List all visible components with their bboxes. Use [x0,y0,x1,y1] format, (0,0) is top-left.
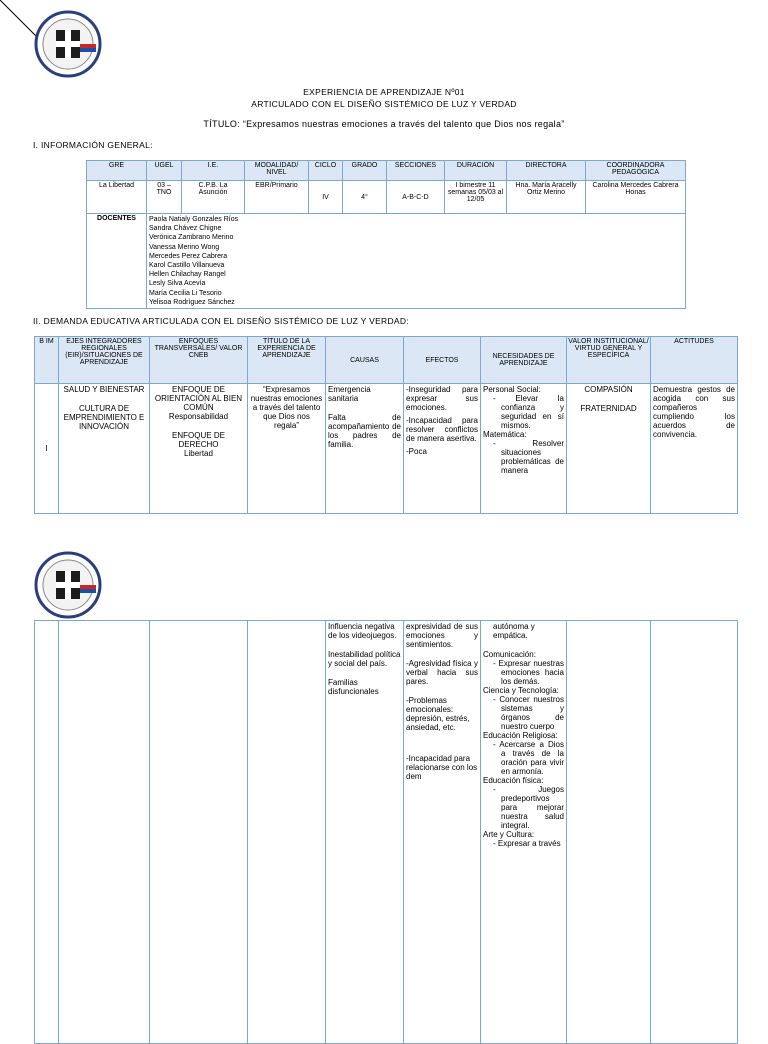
cell-modalidad: EBR/Primario [245,181,309,214]
docentes-label: DOCENTES [87,214,147,309]
cell-empty [35,621,59,1044]
col-header: NECESIDADES DE APRENDIZAJE [481,337,567,384]
cell-ciclo: IV [309,181,343,214]
docente-name: Karol Castillo Villanueva [149,262,225,270]
efecto-item: -Incapacidad para resolver conflictos de manera asertiva. [406,416,478,443]
nec-item: - Expresar a través [493,839,561,848]
doc-title: TÍTULO: “Expresamos nuestras emociones a través del talento que Dios nos regala” [203,119,565,129]
efecto-item: -Agresividad física y verbal hacia sus pares. [406,659,478,686]
col-header: EJES INTEGRADORES REGIONALES (EIR)/SITUACIONES DE APRENDIZAJE [59,337,150,384]
col-header: GRE [87,161,147,181]
cell-coordinadora: Carolina Mercedes Cabrera Honas [586,181,686,214]
cell-enfoques [150,384,248,514]
docente-name: Paola Natialy Gonzales Ríos [149,216,239,223]
cell-empty [248,621,326,1044]
efecto-item: -Inseguridad para expresar sus emociones. [406,385,478,412]
docente-name: Lesly Silva Acevía [149,280,206,288]
docente-name: Mercedes Perez Cabrera [149,252,228,260]
school-seal-logo [34,551,102,619]
causa-item: Inestabilidad política y social del país. [328,650,401,668]
nec-item-text: Resolver situaciones problemáticas de manera [501,439,564,475]
col-header: ACTITUDES [651,337,738,384]
nec-area-title: Arte y Cultura: [483,830,535,839]
docente-name: Sandra Chávez Chigne [149,225,222,233]
docente-name: Verónica Zambrano Merino [149,234,234,242]
nec-item-text: Expresar a través [497,839,561,848]
col-header: SECCIONES [387,161,445,181]
cell-empty [651,621,738,1044]
col-header: CICLO [309,161,343,181]
col-header: MODALIDAD/ NIVEL [245,161,309,181]
cell-directora: Hna. María Aracelly Ortiz Merino [507,181,586,214]
cell-bim: I [35,384,59,514]
demanda-table-continued [34,620,738,1044]
demanda-table [34,336,738,514]
eje-cultura: CULTURA DE EMPRENDIMIENTO E INNOVACIÓN [63,404,145,431]
docente-name: María Cecilia Li Tesorio [149,289,222,297]
nec-item: - Elevar la confianza y seguridad en sí mismos. [493,394,565,430]
cell-ugel: 03 – TNO [147,181,182,214]
valor-responsabilidad: Responsabilidad [168,412,229,421]
col-header: ENFOQUES TRANSVERSALES/ VALOR CNEB [150,337,248,384]
cell-grado: 4° [343,181,387,214]
nec-area-title: Ciencia y Tecnología: [483,686,559,695]
col-header: I.E. [182,161,245,181]
nec-item-text: Conocer nuestros sistemas y órganos de nuestro cuerpo [499,695,564,731]
valor-compasion: COMPASIÓN [584,385,633,394]
nec-area-title: Educación física: [483,776,544,785]
col-header: TÍTULO DE LA EXPERIENCIA DE APRENDIZAJE [248,337,326,384]
causa-item: Emergencia sanitaria [328,385,371,403]
efecto-item: -Problemas emocionales: depresión, estrés, ansiedad, etc. [406,696,470,732]
enfoque-bien-comun: ENFOQUE DE ORIENTACIÓN AL BIEN COMÚN [154,385,243,412]
nec-item: - Expresar nuestras emociones hacia los demás. [493,659,564,686]
cell-empty [59,621,150,1044]
col-header: VALOR INSTITUCIONAL/ VIRTUD GENERAL Y ESPECÍFICA [567,337,651,384]
cell-efectos [404,621,481,1044]
school-seal-logo [34,10,102,78]
causa-item: Falta de acompañamiento de los padres de familia. [328,413,401,449]
cell-valor [567,384,651,514]
efecto-item: -Poca [406,447,427,456]
causa-item: Influencia negativa de los videojuegos. [328,622,397,640]
general-info-table [86,160,686,309]
nec-item-text: Expresar nuestras emociones hacia los demás. [498,659,564,686]
eje-salud: SALUD Y BIENESTAR [63,385,145,394]
nec-item: - Resolver situaciones problemáticas de manera [493,439,564,475]
col-header: DIRECTORA [507,161,586,181]
docente-name: Hellen Chilachay Rangel [149,271,226,279]
cell-empty [150,621,248,1044]
efecto-item: -Incapacidad para relacionarse con los dem [406,754,478,781]
enfoque-derecho: ENFOQUE DE DERECHO [172,431,225,449]
nec-item-text: Elevar la confianza y seguridad en sí mismos. [501,394,565,430]
col-header: CAUSAS [326,337,404,384]
cell-necesidades [481,384,567,514]
nec-item-text: autónoma y empática. [493,622,535,640]
cell-secciones: A-B-C-D [387,181,445,214]
col-header: UGEL [147,161,182,181]
nec-item: - Acercarse a Dios a través de la oración para vivir en armonía. [493,740,564,776]
valor-libertad: Libertad [184,449,213,458]
section-heading-general-info: I. INFORMACIÓN GENERAL: [33,140,153,150]
col-header: EFECTOS [404,337,481,384]
cell-ie: C.P.B. La Asunción [182,181,245,214]
cell-necesidades [481,621,567,1044]
causa-item: Familias disfuncionales [328,678,379,696]
col-header: COORDINADORA PEDAGÓGICA [586,161,686,181]
cell-titulo: “Expresamos nuestras emociones a través del talento que Dios nos regala” [248,384,326,514]
doc-heading-line1: EXPERIENCIA DE APRENDIZAJE Nº01 [303,87,465,97]
valor-fraternidad: FRATERNIDAD [580,404,637,413]
nec-area-title: Matemática: [483,430,527,439]
docente-name: Vanessa Merino Wong [149,243,220,251]
col-header: GRADO [343,161,387,181]
cell-efectos [404,384,481,514]
efecto-item: expresividad de sus emociones y sentimientos. [406,622,478,649]
col-header: B IM [35,337,59,384]
nec-item: - Conocer nuestros sistemas y órganos de nuestro cuerpo [493,695,564,731]
nec-item: - Juegos predeportivos para mejorar nuestra salud integral. [493,785,564,830]
section-heading-demanda: II. DEMANDA EDUCATIVA ARTICULADA CON EL DISEÑO SISTÉMICO DE LUZ Y VERDAD: [33,316,409,326]
nec-item-text: Acercarse a Dios a través de la oración para vivir en armonía. [499,740,564,776]
docente-name: Yelisoa Rodríguez Sánchez [149,298,235,306]
cell-empty [567,621,651,1044]
cell-duracion: I bimestre 11 semanas 05/03 al 12/05 [445,181,507,214]
col-header: DURACIÓN [445,161,507,181]
cell-causas [326,621,404,1044]
cell-actitudes: Demuestra gestos de acogida con sus compañeros cumpliendo los acuerdos de convivencia. [651,384,738,514]
nec-area-title: Comunicación: [483,650,536,659]
cell-ejes [59,384,150,514]
nec-area-title: Educación Religiosa: [483,731,558,740]
cell-causas [326,384,404,514]
docentes-list [147,214,686,309]
nec-item-text: Juegos predeportivos para mejorar nuestra salud integral. [501,785,564,830]
doc-heading-line2: ARTICULADO CON EL DISEÑO SISTÉMICO DE LUZ Y VERDAD [251,99,517,109]
cell-gre: La Libertad [87,181,147,214]
nec-area-title: Personal Social: [483,385,541,394]
